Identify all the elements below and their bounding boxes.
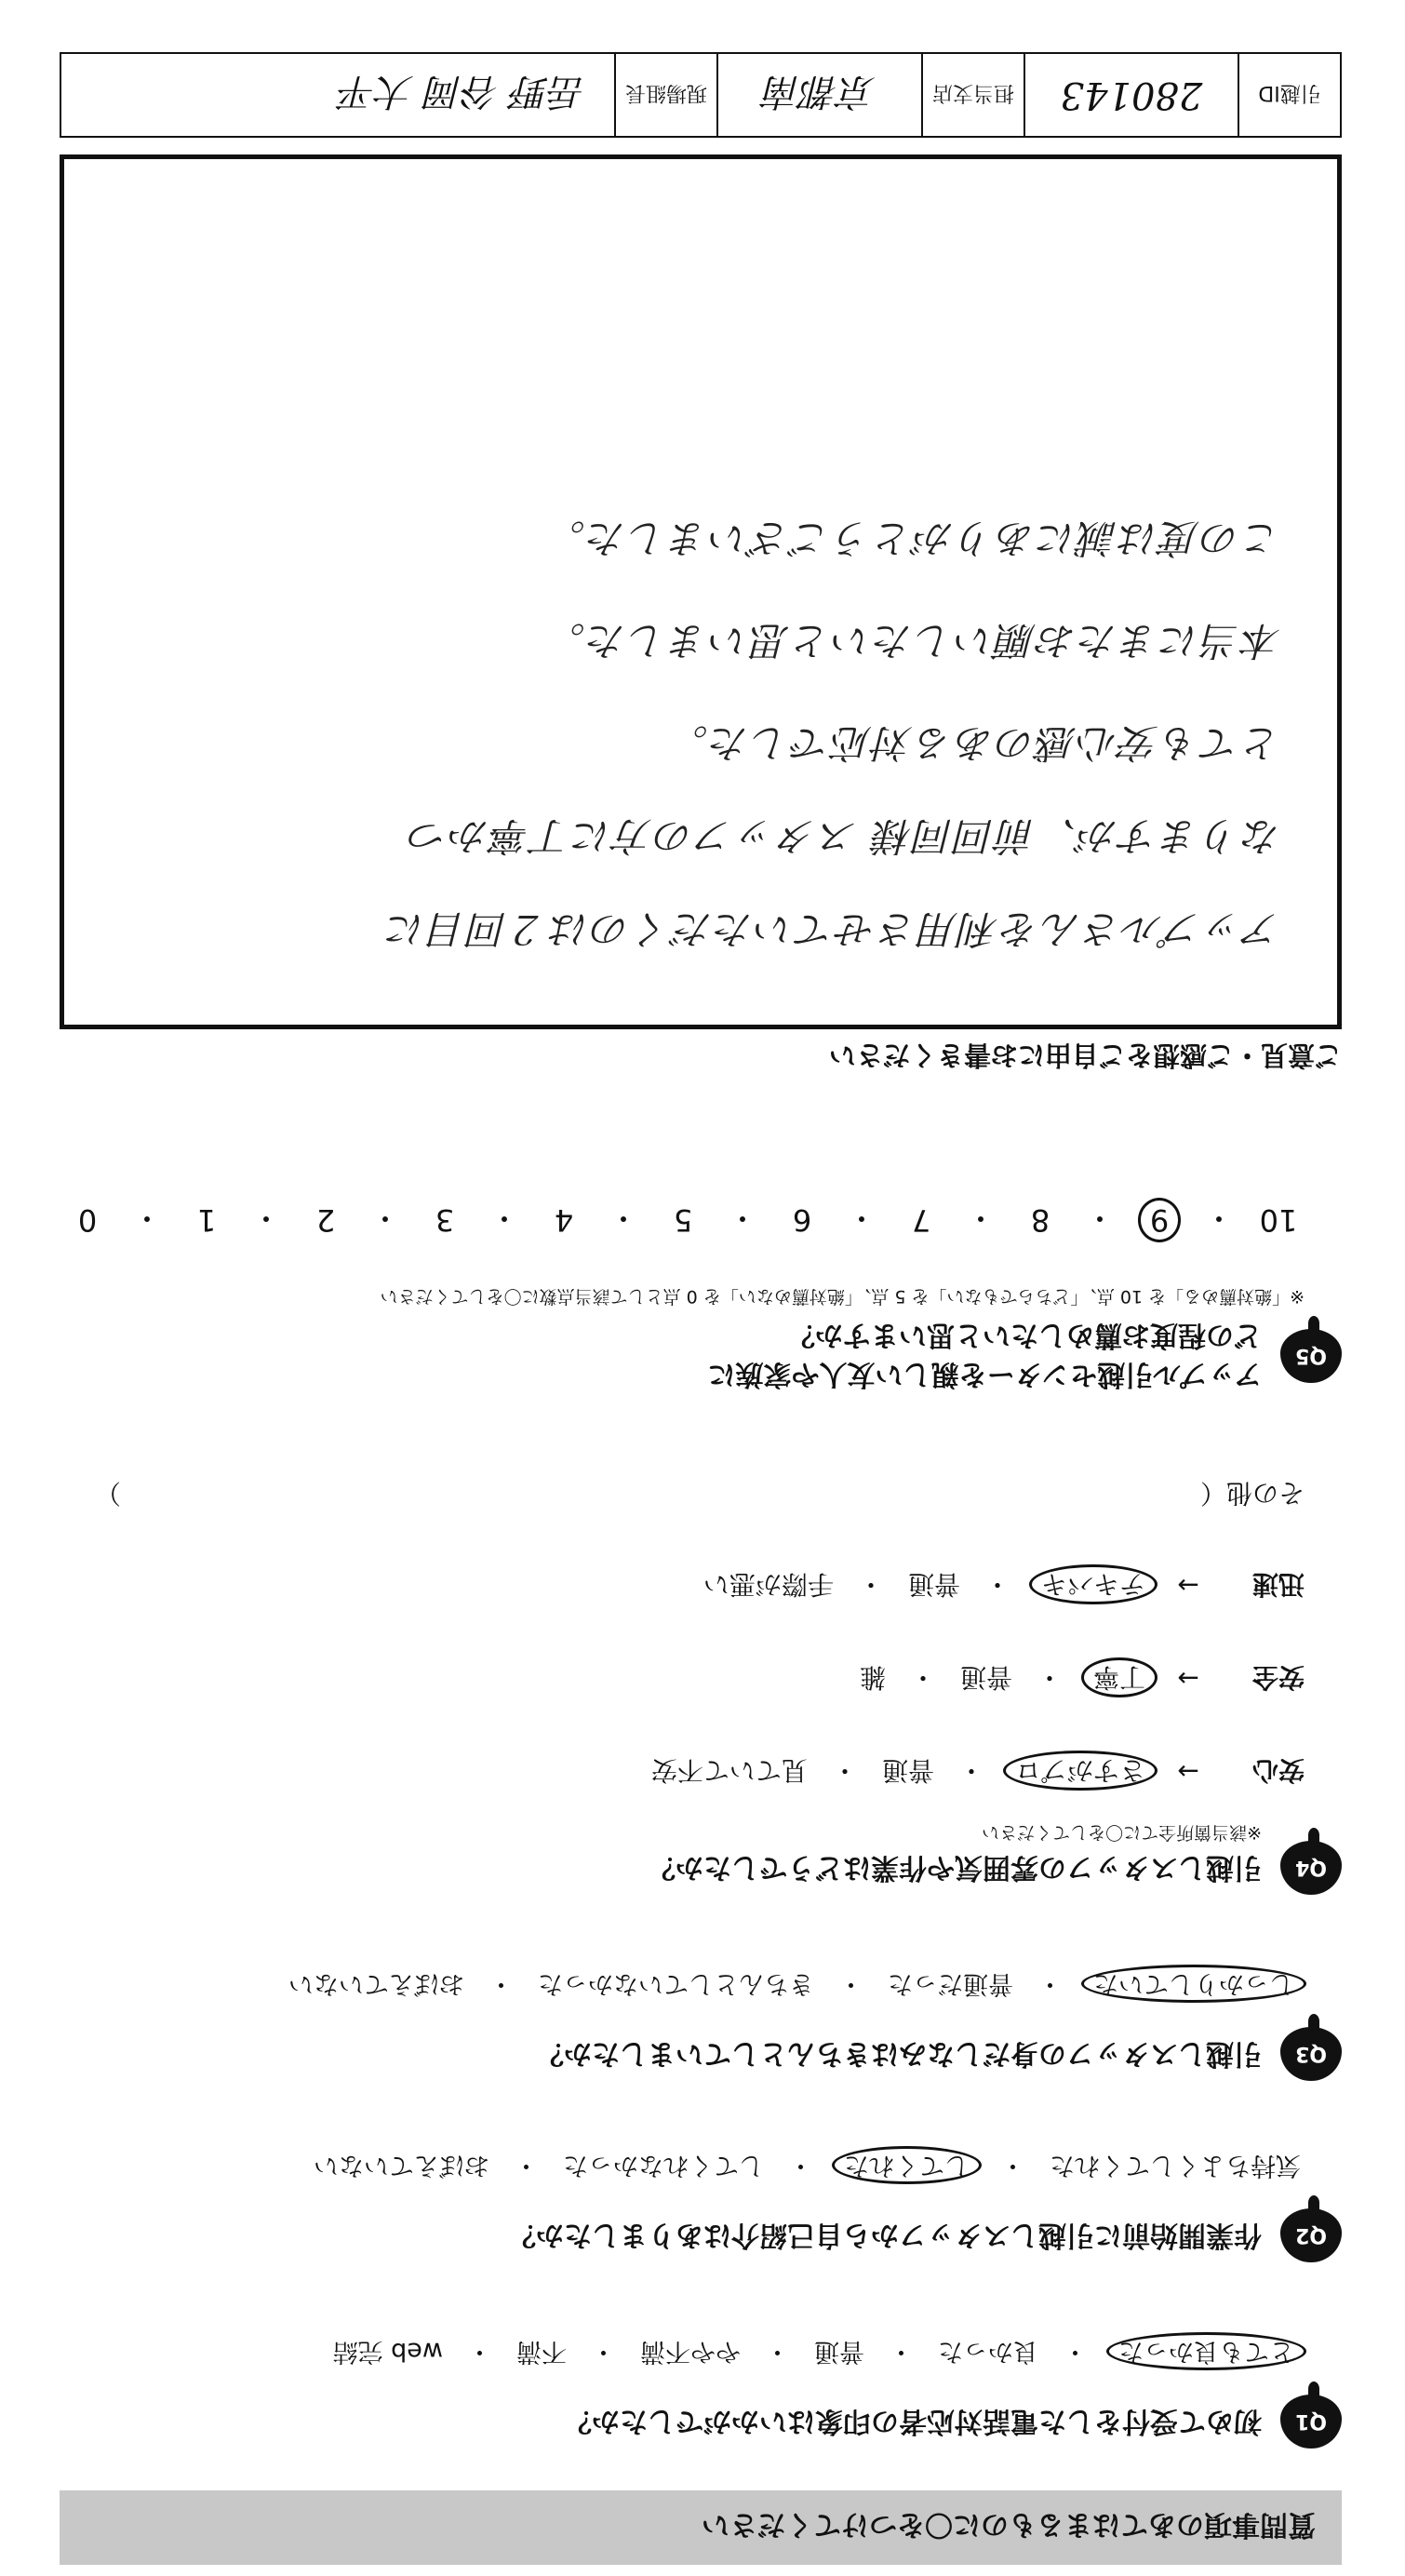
instruction-banner: 質問事項のあてはまるものに〇をつけてください	[60, 2490, 1342, 2565]
q4-row-label: 安全	[1251, 1662, 1305, 1693]
q1-text: 初めて受付をした電話対応者の印象はいかがでしたか？	[564, 2405, 1262, 2437]
q3-option[interactable]: しっかりしていた	[1081, 1965, 1306, 2003]
q1-option[interactable]: 良かった	[938, 2337, 1038, 2366]
score-option[interactable]: 1	[196, 1202, 217, 1238]
q4-row-other	[95, 1476, 1305, 1513]
q1-option[interactable]: とても良かった	[1106, 2332, 1306, 2370]
q2-option[interactable]: おぼえていない	[314, 2151, 489, 2180]
score-option[interactable]: 9	[1138, 1198, 1181, 1242]
q4-other-label: その他（	[1199, 1478, 1305, 1509]
q3-options: しっかりしていた ・ 普通だった ・ きちんとしていなかった ・ おぼえていない	[285, 1968, 1305, 2005]
q4-option[interactable]: 雑	[859, 1662, 886, 1693]
q3-badge: Q3	[1280, 2027, 1342, 2081]
q4-option[interactable]: 手際が悪い	[702, 1569, 834, 1600]
q4-option[interactable]: 見ていて不安	[650, 1755, 808, 1786]
q5-badge: Q5	[1280, 1329, 1342, 1383]
move-id-label: 引越ID	[1238, 54, 1340, 136]
q2-badge: Q2	[1280, 2208, 1342, 2262]
q3-text: 引越しスタッフの身だしなみはきちんとしていましたか？	[536, 2037, 1262, 2070]
comment-title: ご意見・ご感想をご自由にお書きください	[828, 1040, 1342, 1071]
q4-option[interactable]: テキパキ	[1029, 1564, 1157, 1604]
q2-option[interactable]: してくれなかった	[563, 2151, 764, 2180]
q4-option[interactable]: 丁寧	[1081, 1657, 1157, 1697]
q4-row-jinsoku: 迅速 → テキパキ ・ 普通 ・ 手際が悪い	[700, 1567, 1305, 1604]
q4-other-close: ）	[95, 1478, 122, 1509]
q4-option[interactable]: さすがプロ	[1003, 1751, 1157, 1791]
score-option[interactable]: 5	[673, 1202, 693, 1238]
score-option[interactable]: 7	[911, 1202, 931, 1238]
q2-options: 気持ちよくしてくれた ・ してくれた ・ してくれなかった ・ おぼえていない	[310, 2150, 1305, 2186]
score-option[interactable]: 6	[792, 1202, 812, 1238]
arrow-icon: →	[1177, 1570, 1199, 1602]
q4-option[interactable]: 普通	[959, 1662, 1012, 1693]
comment-line: アップルさんを利用させていただくのは２回目に	[384, 906, 1281, 952]
q4-option[interactable]: 普通	[907, 1569, 960, 1600]
arrow-icon: →	[1177, 1663, 1199, 1695]
comment-line: なりますが、前回同様 スタッフの方に丁寧かつ	[407, 813, 1281, 859]
branch-value[interactable]: 京都南	[716, 54, 921, 136]
q1-option[interactable]: やや不満	[640, 2337, 741, 2366]
q2-option[interactable]: してくれた	[832, 2146, 982, 2184]
q4-row-label: 安心	[1251, 1755, 1305, 1786]
id-table	[60, 52, 1342, 138]
score-option[interactable]: 4	[554, 1202, 574, 1238]
comment-line: とても安心感のある対応でした。	[666, 720, 1281, 766]
move-id-value[interactable]: 280143	[1024, 54, 1238, 136]
survey-frame	[60, 52, 1342, 2565]
comment-line: この度は誠にありがとうございました。	[543, 516, 1281, 561]
q4-option[interactable]: 普通	[881, 1755, 934, 1786]
comment-box[interactable]	[60, 154, 1342, 1029]
leader-label: 現場組長	[614, 54, 716, 136]
score-option[interactable]: 0	[77, 1202, 98, 1238]
score-option[interactable]: 10	[1259, 1202, 1298, 1238]
comment-line: 本当にまたお願いしたいと思いました。	[543, 618, 1281, 664]
score-option[interactable]: 8	[1030, 1202, 1050, 1238]
q3-option[interactable]: きちんとしていなかった	[538, 1969, 814, 1998]
q5-text-line2: どの程度お薦めしたいと思いますか？	[787, 1319, 1262, 1351]
q2-option[interactable]: 気持ちよくしてくれた	[1050, 2151, 1301, 2180]
q4-note: ※該当箇所全てに〇をしてください	[982, 1822, 1262, 1843]
branch-label: 担当支店	[921, 54, 1024, 136]
q5-note: ※「絶対薦める」を 10 点、「どちらでもない」を 5 点、「絶対薦めない」を 0 点として該当点数に〇をしてください	[380, 1286, 1305, 1307]
q1-badge: Q1	[1280, 2395, 1342, 2449]
q3-option[interactable]: 普通だった	[888, 1969, 1013, 1998]
q3-option[interactable]: おぼえていない	[288, 1969, 464, 1998]
leader-value[interactable]: 岳野 谷岡 大平	[339, 70, 586, 114]
q1-options: とても良かった ・ 良かった ・ 普通 ・ やや不満 ・ 不満 ・ web 完結	[329, 2336, 1305, 2372]
q1-option[interactable]: 不満	[516, 2337, 567, 2366]
score-option[interactable]: 2	[315, 1202, 336, 1238]
q5-text-line1: アップル引越センターを親しい友人や家族に	[707, 1358, 1262, 1390]
q4-text: 引越しスタッフの雰囲気や作業はどうでしたか？	[648, 1851, 1262, 1884]
q2-text: 作業開始前に引越しスタッフから自己紹介はありましたか？	[508, 2219, 1262, 2251]
q4-row-anzen: 安全 → 丁寧 ・ 普通 ・ 雑	[856, 1660, 1305, 1697]
score-option[interactable]: 3	[435, 1202, 455, 1238]
q1-option[interactable]: web 完結	[332, 2337, 443, 2366]
q1-option[interactable]: 普通	[814, 2337, 864, 2366]
arrow-icon: →	[1177, 1756, 1199, 1788]
q5-score-scale: 10 ・ 9 ・ 8 ・ 7 ・ 6 ・ 5 ・ 4 ・ 3 ・ 2 ・ 1 ・ 0	[61, 1199, 1305, 1241]
q4-badge: Q4	[1280, 1841, 1342, 1895]
q4-row-anshin: 安心 → さすがプロ ・ 普通 ・ 見ていて不安	[648, 1753, 1305, 1791]
q4-row-label: 迅速	[1251, 1569, 1305, 1600]
